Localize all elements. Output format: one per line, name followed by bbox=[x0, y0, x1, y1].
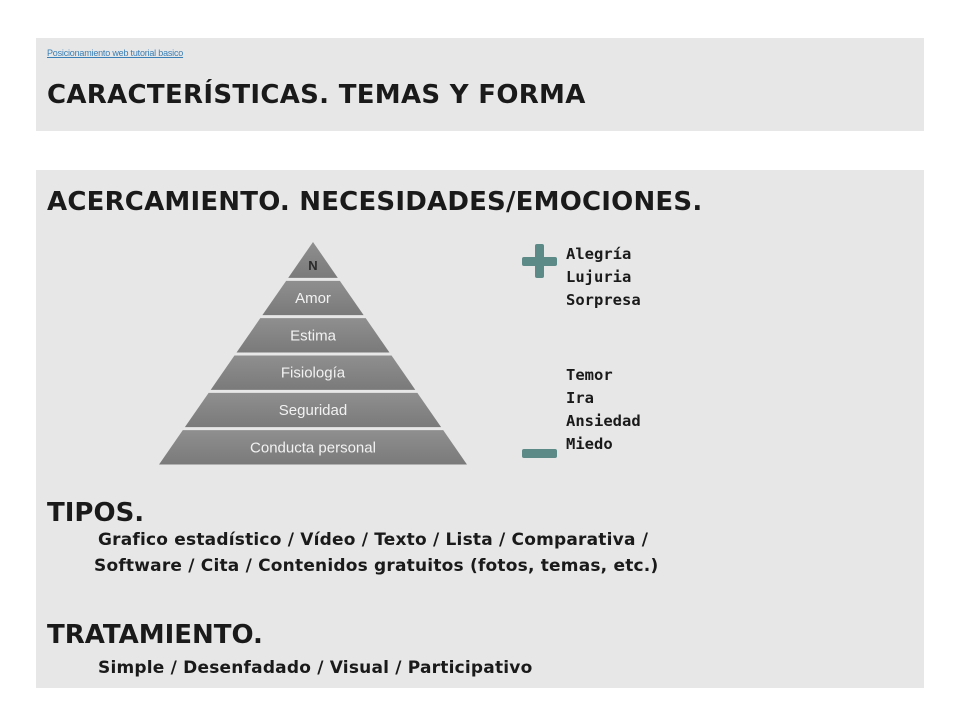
pyramid-tier-label: N bbox=[308, 257, 318, 273]
emotion-item: Miedo bbox=[566, 435, 613, 453]
types-line: Software / Cita / Contenidos gratuitos (fotos, temas, etc.) bbox=[94, 556, 659, 576]
types-heading: TIPOS. bbox=[47, 498, 145, 528]
header-panel bbox=[36, 38, 924, 131]
pyramid-tier-label: Conducta personal bbox=[250, 439, 376, 457]
page-title: CARACTERÍSTICAS. TEMAS Y FORMA bbox=[47, 80, 586, 110]
pyramid-tier-label: Fisiología bbox=[280, 364, 346, 382]
treatment-line: Simple / Desenfadado / Visual / Participativo bbox=[98, 658, 533, 678]
needs-pyramid bbox=[156, 240, 476, 470]
negative-emotions-list bbox=[566, 364, 641, 456]
minus-icon bbox=[520, 447, 560, 461]
approach-heading: ACERCAMIENTO. NECESIDADES/EMOCIONES. bbox=[47, 187, 703, 217]
plus-icon bbox=[520, 242, 560, 282]
pyramid-tier-label: Seguridad bbox=[278, 402, 348, 419]
emotion-item: Lujuria bbox=[566, 268, 632, 286]
emotion-item: Ansiedad bbox=[566, 412, 641, 430]
pyramid-tier-label: Amor bbox=[295, 290, 331, 307]
emotion-item: Alegría bbox=[566, 245, 632, 263]
pyramid-tier-label: Estima bbox=[290, 327, 336, 345]
content-panel bbox=[36, 170, 924, 688]
emotion-item: Temor bbox=[566, 366, 613, 384]
treatment-heading: TRATAMIENTO. bbox=[47, 620, 263, 650]
positive-emotions-list bbox=[566, 243, 641, 312]
emotion-item: Sorpresa bbox=[566, 291, 641, 309]
types-line: Grafico estadístico / Vídeo / Texto / Lista / Comparativa / bbox=[98, 530, 649, 550]
breadcrumb-link[interactable]: Posicionamiento web tutorial basico bbox=[47, 48, 184, 58]
emotion-item: Ira bbox=[566, 389, 594, 407]
